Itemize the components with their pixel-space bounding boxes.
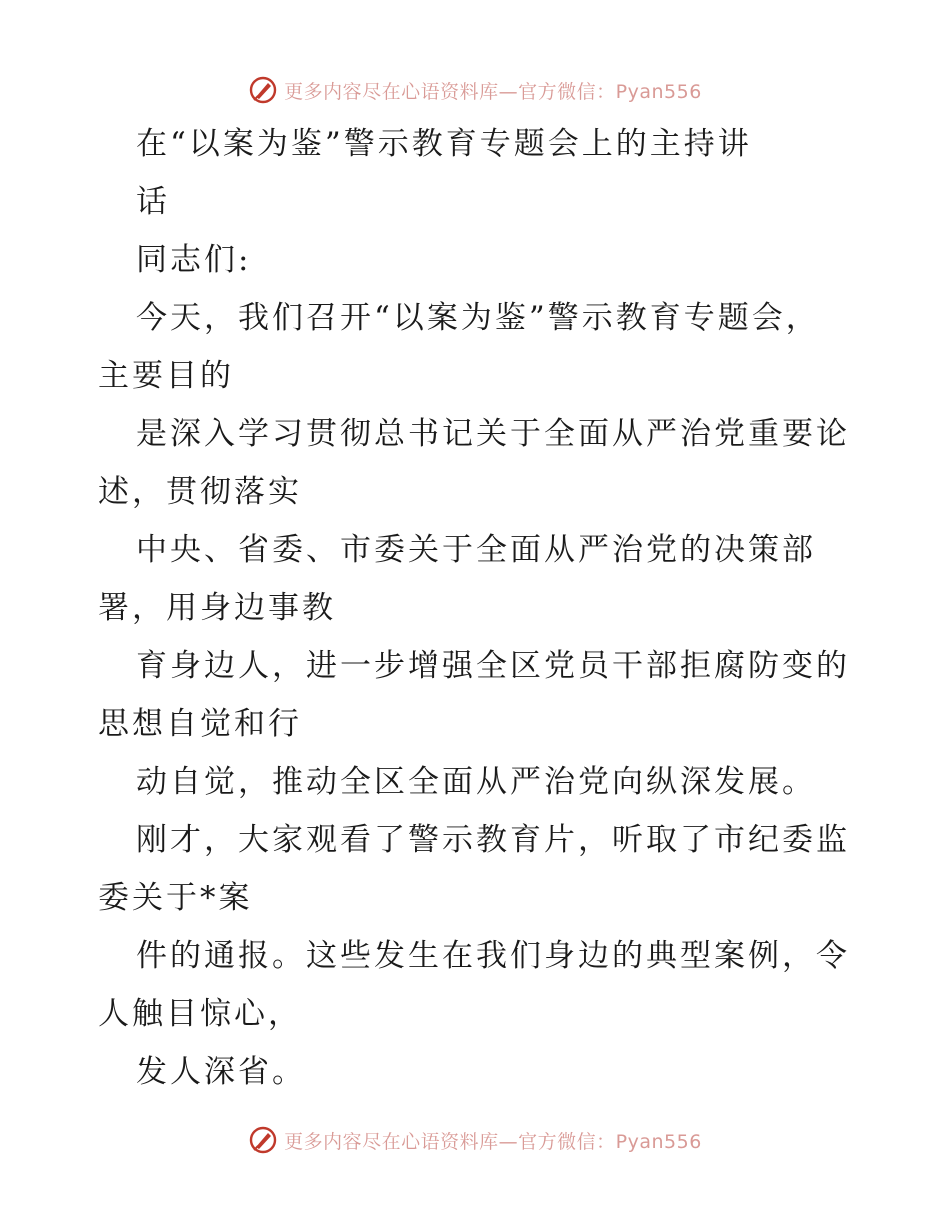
document-title-line: 在“以案为鉴”警示教育专题会上的主持讲	[136, 126, 752, 162]
body-line: 动自觉，推动全区全面从严治党向纵深发展。	[136, 764, 816, 800]
quill-logo-icon	[248, 75, 278, 105]
body-line: 中央、省委、市委关于全面从严治党的决策部	[136, 532, 816, 568]
watermark-text: 更多内容尽在心语资料库—官方微信：Pyan556	[284, 1130, 702, 1153]
watermark-text: 更多内容尽在心语资料库—官方微信：Pyan556	[284, 80, 702, 103]
body-line: 刚才，大家观看了警示教育片，听取了市纪委监	[136, 822, 850, 858]
body-line: 主要目的	[98, 358, 234, 394]
body-line: 委关于*案	[98, 880, 253, 916]
body-line: 是深入学习贯彻总书记关于全面从严治党重要论	[136, 416, 850, 452]
body-line: 发人深省。	[136, 1054, 306, 1090]
salutation: 同志们:	[136, 242, 252, 278]
footer-watermark	[0, 1120, 950, 1160]
header-watermark	[0, 70, 950, 110]
body-line: 思想自觉和行	[98, 706, 302, 742]
body-line: 育身边人，进一步增强全区党员干部拒腐防变的	[136, 648, 850, 684]
body-line: 今天，我们召开“以案为鉴”警示教育专题会，	[136, 300, 820, 336]
document-title-line: 话	[136, 184, 170, 220]
body-line: 件的通报。这些发生在我们身边的典型案例，令	[136, 938, 850, 974]
quill-logo-icon	[248, 1125, 278, 1155]
body-line: 署，用身边事教	[98, 590, 336, 626]
body-line: 人触目惊心，	[98, 996, 302, 1032]
body-line: 述，贯彻落实	[98, 474, 302, 510]
